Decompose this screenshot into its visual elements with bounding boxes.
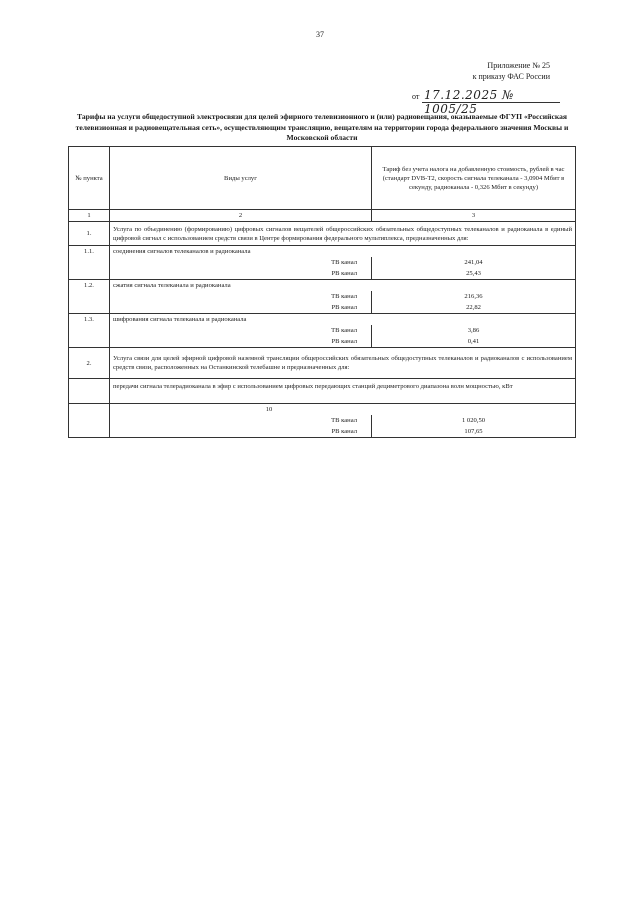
table-row [69,280,576,292]
rv-channel-label: РВ канал [110,426,372,438]
transmission-description: передачи сигнала телерадиоканала в эфир с использованием цифровых передающих станций дециметрового диапазона волн мощностью, кВт [110,379,576,404]
table-row [69,257,576,268]
rv-channel-value: 0,41 [372,336,576,348]
rv-channel-value: 22,82 [372,302,576,314]
header-tariff: Тариф без учета налога на добавленную стоимость, рублей в час (стандарт DVB-T2, скорость сигнала телеканала - 3,0904 Мбит в секунду, радиоканала - 0,326 Мбит в секунду) [372,147,576,210]
section-number: 1. [69,222,110,246]
item-label: соединения сигналов телеканалов и радиоканала [110,246,576,258]
document-title: Тарифы на услуги общедоступной электросвязи для целей эфирного телевизионного и (или) радиовещания, оказываемые ФГУП «Российская телевизионная и радиовещательная сеть», осуществляющим трансляцию, вещателям на территории города федерального значения Москвы и Московской области [75,112,569,142]
page-number: 37 [316,30,324,39]
column-number-row [69,210,576,222]
handwritten-date-number: 17.12.2025 № 1005/25 [424,88,514,116]
table-row [69,291,576,302]
tv-channel-label: ТВ канал [110,415,372,426]
order-date-line [412,88,560,116]
rv-channel-value: 107,65 [372,426,576,438]
appendix-number: Приложение № 25 [487,61,550,70]
tv-channel-value: 1 020,50 [372,415,576,426]
appendix-header [440,60,550,81]
tv-channel-label: ТВ канал [110,257,372,268]
item-number: 1.3. [69,314,110,326]
item-number: 1.1. [69,246,110,258]
table-row [69,415,576,426]
item-number: 1.2. [69,280,110,292]
table-header-row [69,147,576,210]
table-row [69,404,576,416]
item-label: сжатия сигнала телеканала и радиоканала [110,280,576,292]
appendix-order: к приказу ФАС России [472,72,550,81]
table-row [69,336,576,348]
rv-channel-value: 25,43 [372,268,576,280]
section-description: Услуга связи для целей эфирной цифровой наземной трансляции общероссийских обязательных общедоступных телеканалов и радиоканалов с использованием средств связи, расположенных на Останкинской телебашне и предназначенных для: [110,348,576,379]
table-row [69,379,576,404]
column-number-1: 1 [69,210,110,222]
table-row [69,325,576,336]
header-item-number: № пункта [69,147,110,210]
header-service-type: Виды услуг [110,147,372,210]
item-label: шифрования сигнала телеканала и радиоканала [110,314,576,326]
date-prefix: от [412,92,420,101]
table-row [69,426,576,438]
signature-rule [422,102,560,103]
rv-channel-label: РВ канал [110,268,372,280]
tv-channel-value: 3,86 [372,325,576,336]
tv-channel-label: ТВ канал [110,325,372,336]
tv-channel-value: 241,04 [372,257,576,268]
tv-channel-value: 216,36 [372,291,576,302]
tv-channel-label: ТВ канал [110,291,372,302]
power-value: 10 [110,404,576,416]
rv-channel-label: РВ канал [110,336,372,348]
section-row [69,222,576,246]
column-number-2: 2 [110,210,372,222]
rv-channel-label: РВ канал [110,302,372,314]
section-description: Услуга по объединению (формированию) цифровых сигналов вещателей общероссийских обязательных общедоступных телеканалов и радиоканала в единый цифровой сигнал с использованием средств связи в Центре формирования федерального мультиплекса, предназначенных для: [110,222,576,246]
table-row [69,302,576,314]
section-row [69,348,576,379]
table-row [69,268,576,280]
table-row [69,314,576,326]
column-number-3: 3 [372,210,576,222]
section-number: 2. [69,348,110,379]
tariff-table [68,146,576,438]
table-row [69,246,576,258]
